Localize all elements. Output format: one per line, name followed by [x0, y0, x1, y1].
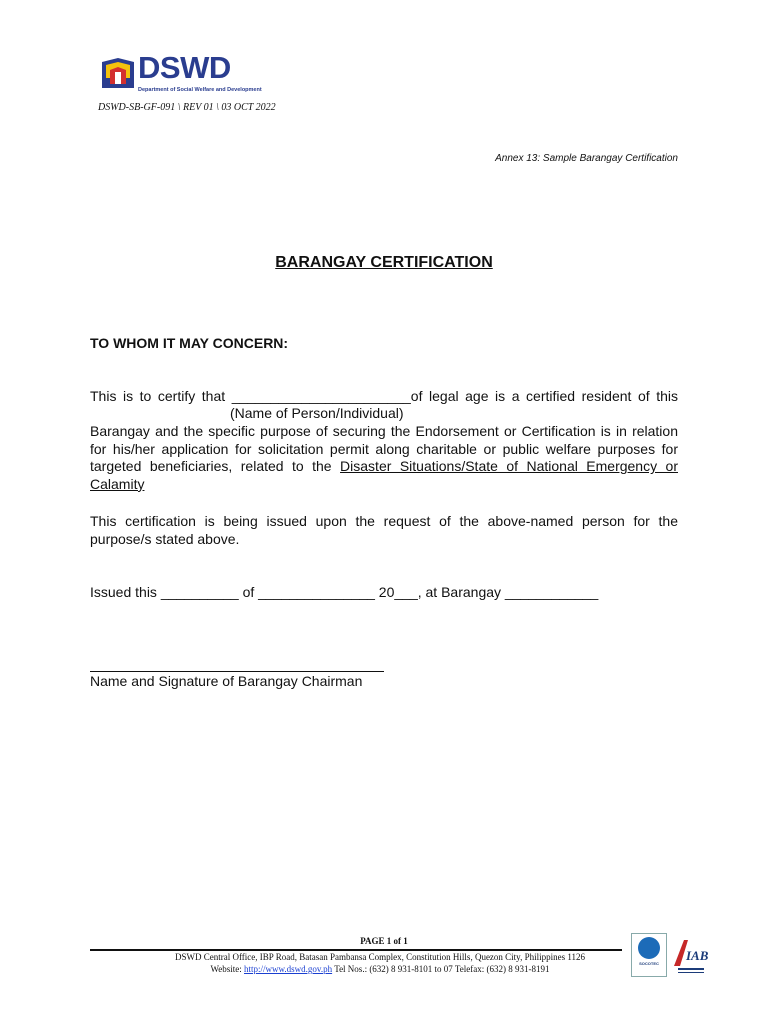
dswd-logo — [100, 50, 262, 96]
footer-divider — [90, 949, 622, 951]
name-hint: (Name of Person/Individual) — [230, 405, 404, 421]
footer-contact — [90, 964, 670, 974]
iab-accreditation-icon — [670, 936, 710, 978]
socotec-label: SOCOTEC — [639, 961, 659, 966]
socotec-logo-icon — [638, 937, 660, 959]
footer-address: DSWD Central Office, IBP Road, Batasan Pambansa Complex, Constitution Hills, Quezon City, Philippines 1126 — [174, 952, 586, 962]
logo-text: DSWD — [138, 50, 231, 85]
document-title: BARANGAY CERTIFICATION — [275, 254, 493, 271]
person-name-blank: _______________________ — [231, 388, 411, 404]
certify-text-end: of legal age is a certified resident of this — [410, 388, 678, 404]
certify-text-start: This is to certify that — [90, 388, 232, 404]
socotec-certification-badge — [631, 933, 667, 977]
signature-line — [90, 671, 384, 672]
website-label: Website: — [210, 964, 245, 974]
purpose-text: Barangay and the specific purpose of securing the Endorsement or Certification is in relation for his/her application for solicitation permit along charitable or public welfare purposes for targeted beneficiaries, related to the — [90, 423, 678, 475]
dswd-emblem-icon — [100, 58, 136, 90]
issued-line: Issued this __________ of _______________ 20___, at Barangay ____________ — [90, 584, 599, 600]
disaster-situation-text: Disaster Situations/State of National Emergency or Calamity — [90, 458, 678, 492]
iab-label: IAB — [686, 948, 709, 963]
page-number: PAGE 1 of 1 — [360, 936, 408, 946]
contact-numbers: Tel Nos.: (632) 8 931-8101 to 07 Telefax: (632) 8 931-8191 — [332, 964, 550, 974]
signature-label: Name and Signature of Barangay Chairman — [90, 673, 363, 689]
certification-paragraph — [90, 423, 678, 493]
salutation: TO WHOM IT MAY CONCERN: — [90, 335, 289, 351]
document-code: DSWD-SB-GF-091 \ REV 01 \ 03 OCT 2022 — [98, 102, 276, 113]
website-link[interactable]: http://www.dswd.gov.ph — [244, 964, 333, 974]
request-paragraph: This certification is being issued upon the request of the above-named person for the purpose/s stated above. — [90, 513, 678, 547]
certify-line — [90, 388, 678, 406]
annex-label: Annex 13: Sample Barangay Certification — [495, 153, 678, 164]
logo-subtitle: Department of Social Welfare and Development — [138, 87, 262, 93]
